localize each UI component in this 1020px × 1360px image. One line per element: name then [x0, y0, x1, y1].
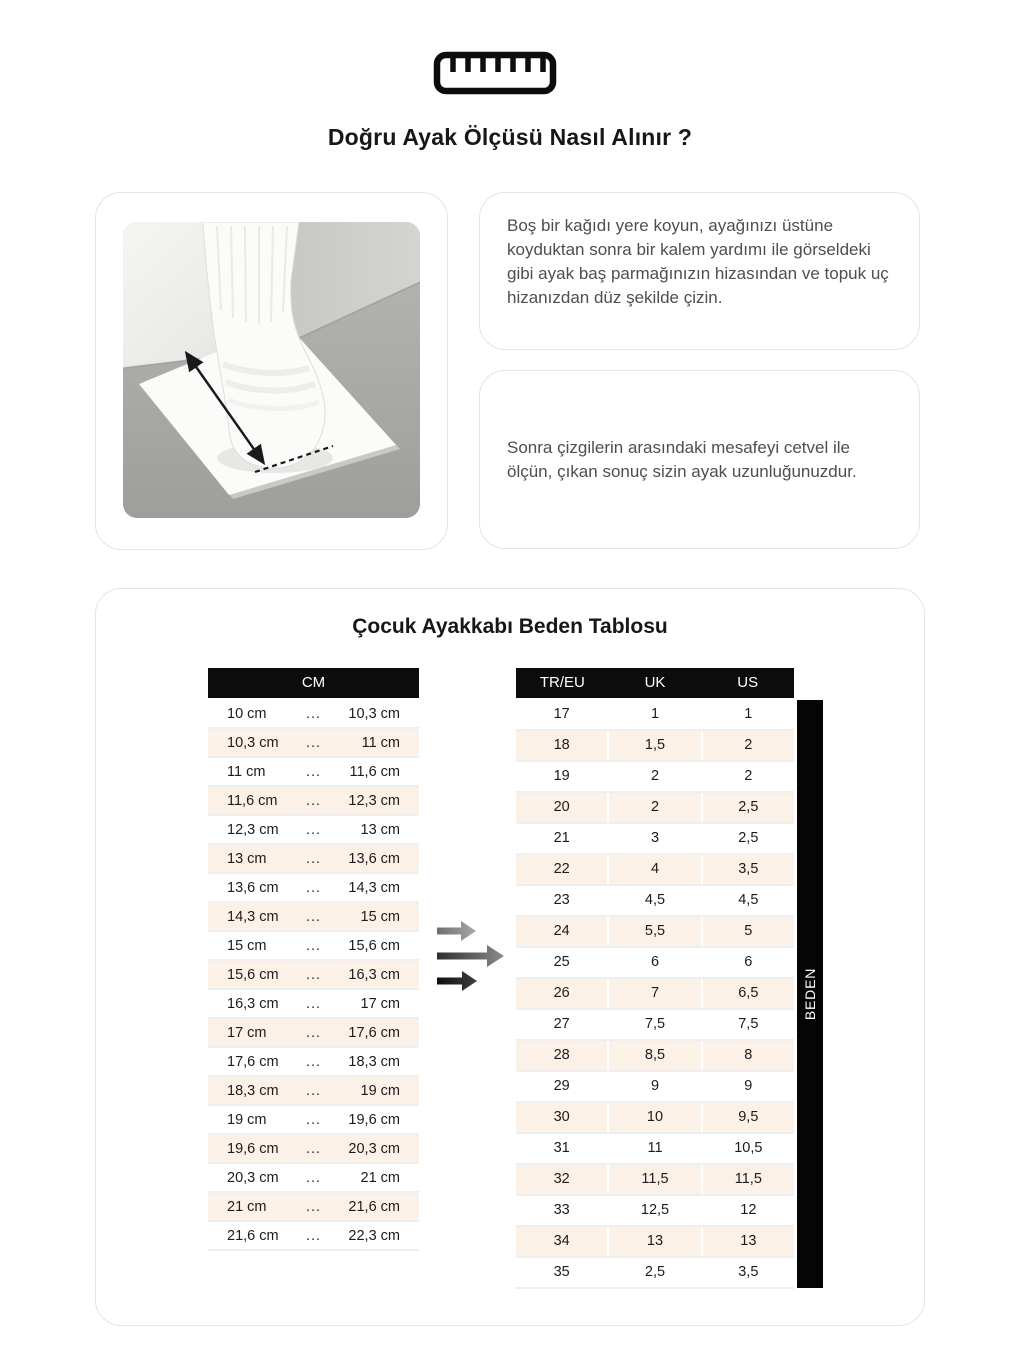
table-row — [208, 990, 419, 1019]
table-cell: 30 — [516, 1103, 607, 1132]
table-row — [208, 932, 419, 961]
measurement-photo-card — [95, 192, 448, 550]
table-row — [516, 762, 794, 793]
table-cell: ... — [305, 937, 322, 954]
size-table — [516, 668, 794, 1289]
table-cell: 4,5 — [703, 886, 794, 915]
table-row — [208, 700, 419, 729]
table-cell: 1,5 — [609, 731, 700, 760]
table-cell: 26 — [516, 979, 607, 1008]
table-cell: 2,5 — [703, 793, 794, 822]
table-cell: 12,5 — [609, 1196, 700, 1225]
table-row — [208, 1048, 419, 1077]
table-cell: 32 — [516, 1165, 607, 1194]
table-cell: 8,5 — [609, 1041, 700, 1070]
table-cell: 12,3 cm — [348, 792, 400, 809]
table-cell: 17 cm — [360, 995, 400, 1012]
beden-label-text: BEDEN — [802, 967, 819, 1021]
table-cell: 21,6 cm — [227, 1227, 279, 1244]
table-cell: ... — [305, 763, 322, 780]
table-cell: ... — [305, 705, 322, 722]
table-cell: ... — [305, 792, 322, 809]
table-cell: 13 cm — [227, 850, 267, 867]
table-cell: 20,3 cm — [227, 1169, 279, 1186]
table-cell: 16,3 cm — [227, 995, 279, 1012]
table-cell: 11 cm — [227, 763, 266, 780]
table-row — [208, 903, 419, 932]
table-row — [516, 793, 794, 824]
table-cell: 2 — [703, 762, 794, 791]
table-cell: 11 — [609, 1134, 700, 1163]
table-cell: ... — [305, 1198, 322, 1215]
table-cell: 3,5 — [703, 855, 794, 884]
table-cell: 7,5 — [609, 1010, 700, 1039]
table-cell: 17,6 cm — [348, 1024, 400, 1041]
table-cell: 7 — [609, 979, 700, 1008]
table-cell: 2,5 — [609, 1258, 700, 1287]
table-row — [516, 731, 794, 762]
instruction-card-1 — [479, 192, 920, 350]
table-cell: 10,3 cm — [348, 705, 400, 722]
table-cell: ... — [305, 908, 322, 925]
table-cell: 19,6 cm — [348, 1111, 400, 1128]
table-cell: 12,3 cm — [227, 821, 279, 838]
table-cell: 4,5 — [609, 886, 700, 915]
table-cell: 11,5 — [609, 1165, 700, 1194]
table-row — [208, 1222, 419, 1251]
table-row — [516, 855, 794, 886]
table-cell: 20 — [516, 793, 607, 822]
beden-side-label — [797, 700, 823, 1288]
table-cell: 17,6 cm — [227, 1053, 279, 1070]
table-row — [516, 979, 794, 1010]
table-cell: ... — [305, 995, 322, 1012]
table-cell: ... — [305, 734, 322, 751]
table-row — [516, 1258, 794, 1289]
table-cell: 4 — [609, 855, 700, 884]
table-cell: 2,5 — [703, 824, 794, 853]
table-cell: 6 — [703, 948, 794, 977]
table-cell: 14,3 cm — [227, 908, 279, 925]
table-row — [208, 1164, 419, 1193]
table-cell: 10,5 — [703, 1134, 794, 1163]
table-cell: 27 — [516, 1010, 607, 1039]
table-cell: ... — [305, 879, 322, 896]
table-cell: 12 — [703, 1196, 794, 1225]
table-row — [516, 824, 794, 855]
table-row — [208, 1077, 419, 1106]
table-cell: 34 — [516, 1227, 607, 1256]
table-cell: 2 — [609, 793, 700, 822]
table-cell: 13 — [609, 1227, 700, 1256]
transfer-arrows-icon — [437, 919, 509, 999]
col-header-tr-eu: TR/EU — [539, 674, 585, 691]
table-cell: 15 cm — [360, 908, 400, 925]
table-cell: 13,6 cm — [227, 879, 279, 896]
table-cell: 18,3 cm — [348, 1053, 400, 1070]
table-row — [516, 1010, 794, 1041]
table-cell: 2 — [703, 731, 794, 760]
table-cell: 8 — [703, 1041, 794, 1070]
instruction-card-2 — [479, 370, 920, 549]
table-row — [516, 1165, 794, 1196]
table-row — [516, 1196, 794, 1227]
table-cell: 3,5 — [703, 1258, 794, 1287]
table-cell: 18,3 cm — [227, 1082, 279, 1099]
table-cell: ... — [305, 821, 322, 838]
table-cell: 33 — [516, 1196, 607, 1225]
table-cell: 25 — [516, 948, 607, 977]
table-cell: 10,3 cm — [227, 734, 279, 751]
table-cell: 9 — [609, 1072, 700, 1101]
table-cell: 9 — [703, 1072, 794, 1101]
cm-table-body — [208, 700, 419, 1251]
table-cell: 6,5 — [703, 979, 794, 1008]
table-cell: ... — [305, 1140, 322, 1157]
table-row — [516, 1227, 794, 1258]
table-cell: ... — [305, 1227, 322, 1244]
instruction-text-2: Sonra çizgilerin arasındaki mesafeyi cetvel ile ölçün, çıkan sonuç sizin ayak uzunluğunuzdur. — [507, 437, 857, 481]
table-row — [208, 874, 419, 903]
table-row — [208, 1106, 419, 1135]
table-row — [516, 917, 794, 948]
foot-measurement-photo — [123, 222, 420, 518]
table-row — [208, 1135, 419, 1164]
table-cell: 7,5 — [703, 1010, 794, 1039]
table-cell: 21 cm — [227, 1198, 267, 1215]
cm-table-header: CM — [208, 668, 419, 698]
table-row — [208, 961, 419, 990]
table-row — [516, 1134, 794, 1165]
table-cell: 15,6 cm — [227, 966, 279, 983]
ruler-icon — [433, 50, 557, 96]
table-row — [208, 1019, 419, 1048]
table-row — [516, 1041, 794, 1072]
table-cell: 3 — [609, 824, 700, 853]
table-cell: 15,6 cm — [348, 937, 400, 954]
table-cell: 1 — [703, 700, 794, 729]
table-cell: 5 — [703, 917, 794, 946]
table-cell: 19 cm — [227, 1111, 267, 1128]
table-row — [208, 816, 419, 845]
table-cell: 6 — [609, 948, 700, 977]
table-row — [516, 700, 794, 731]
table-cell: 21,6 cm — [348, 1198, 400, 1215]
table-cell: 23 — [516, 886, 607, 915]
table-cell: 20,3 cm — [348, 1140, 400, 1157]
table-cell: ... — [305, 1111, 322, 1128]
table-cell: 10 — [609, 1103, 700, 1132]
table-cell: 13 cm — [360, 821, 400, 838]
table-cell: 35 — [516, 1258, 607, 1287]
size-table-body — [516, 700, 794, 1289]
col-header-uk: UK — [644, 674, 666, 691]
table-cell: 21 — [516, 824, 607, 853]
table-cell: ... — [305, 1169, 322, 1186]
table-cell: 9,5 — [703, 1103, 794, 1132]
table-row — [208, 845, 419, 874]
table-cell: ... — [305, 1053, 322, 1070]
table-cell: 19 — [516, 762, 607, 791]
table-row — [208, 787, 419, 816]
table-cell: 15 cm — [227, 937, 267, 954]
table-cell: 22,3 cm — [348, 1227, 400, 1244]
table-cell: 21 cm — [360, 1169, 400, 1186]
cm-table — [208, 668, 419, 1251]
size-table-header — [516, 668, 794, 698]
table-cell: 14,3 cm — [348, 879, 400, 896]
instruction-text-1: Boş bir kağıdı yere koyun, ayağınızı üstüne koyduktan sonra bir kalem yardımı ile görseldeki gibi ayak baş parmağınızın hizasından ve topuk uç hizanızdan düz şekilde çizin. — [507, 216, 889, 307]
table-cell: 17 — [516, 700, 607, 729]
table-row — [516, 1103, 794, 1134]
table-row — [208, 758, 419, 787]
table-row — [516, 1072, 794, 1103]
table-cell: 11 cm — [361, 734, 400, 751]
table-row — [208, 729, 419, 758]
table-cell: 11,6 cm — [227, 792, 278, 809]
size-chart-title: Çocuk Ayakkabı Beden Tablosu — [352, 615, 668, 638]
table-cell: 24 — [516, 917, 607, 946]
table-cell: ... — [305, 1024, 322, 1041]
table-cell: 22 — [516, 855, 607, 884]
table-cell: 13,6 cm — [348, 850, 400, 867]
table-cell: 5,5 — [609, 917, 700, 946]
table-cell: 29 — [516, 1072, 607, 1101]
table-row — [516, 886, 794, 917]
table-cell: 18 — [516, 731, 607, 760]
table-cell: ... — [305, 966, 322, 983]
table-cell: 19 cm — [360, 1082, 400, 1099]
table-cell: 16,3 cm — [348, 966, 400, 983]
table-cell: 17 cm — [227, 1024, 267, 1041]
table-cell: 28 — [516, 1041, 607, 1070]
page-title: Doğru Ayak Ölçüsü Nasıl Alınır ? — [327, 124, 693, 150]
table-cell: 11,6 cm — [349, 763, 400, 780]
table-cell: 11,5 — [703, 1165, 794, 1194]
table-cell: 31 — [516, 1134, 607, 1163]
table-row — [516, 948, 794, 979]
table-cell: ... — [305, 850, 322, 867]
table-cell: ... — [305, 1082, 322, 1099]
size-chart-card — [95, 588, 925, 1326]
table-cell: 1 — [609, 700, 700, 729]
table-cell: 10 cm — [227, 705, 267, 722]
table-cell: 2 — [609, 762, 700, 791]
table-cell: 19,6 cm — [227, 1140, 279, 1157]
table-row — [208, 1193, 419, 1222]
table-cell: 13 — [703, 1227, 794, 1256]
col-header-us: US — [737, 674, 759, 691]
